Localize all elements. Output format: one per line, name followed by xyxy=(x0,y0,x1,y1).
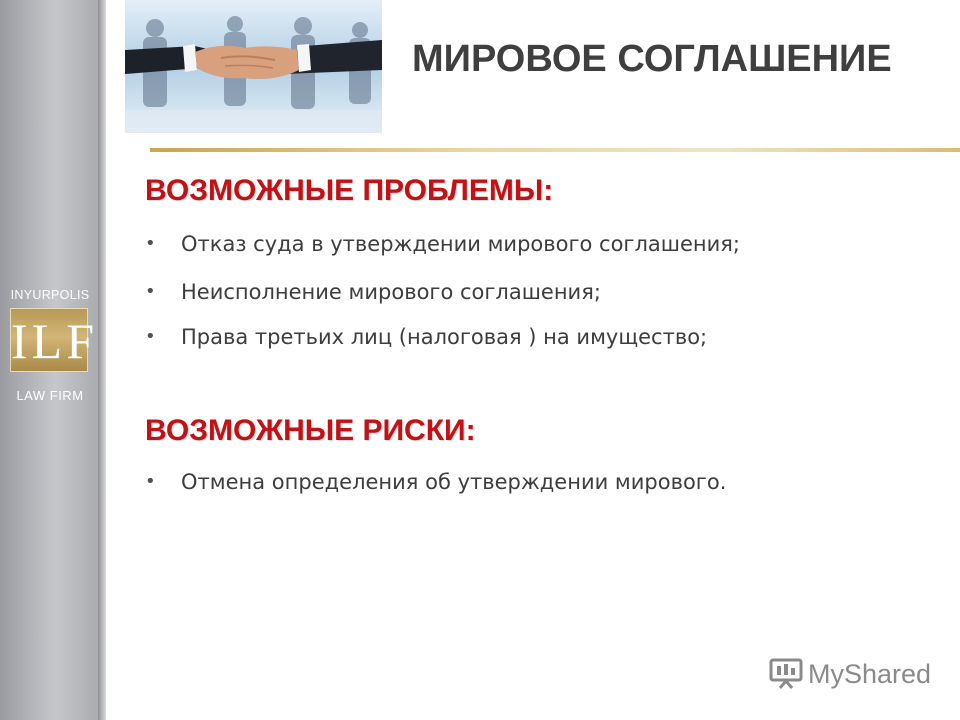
presentation-icon xyxy=(768,657,804,691)
logo-mark: ILF xyxy=(11,313,98,369)
list-item-text: Отказ суда в утверждении мирового соглашения; xyxy=(181,232,740,256)
bullet-icon: • xyxy=(145,233,156,254)
handshake-photo xyxy=(125,0,382,133)
bullet-icon: • xyxy=(145,326,156,347)
slide-title: МИРОВОЕ СОГЛАШЕНИЕ xyxy=(412,38,892,80)
logo-mark-box xyxy=(10,308,98,372)
list-item-text: Отмена определения об утверждении мирового. xyxy=(181,470,727,494)
list-item xyxy=(145,320,925,354)
gold-divider xyxy=(150,148,960,152)
list-item-text: Права третьих лиц (налоговая ) на имущество; xyxy=(181,325,708,349)
watermark-text: MyShared xyxy=(808,659,932,689)
sidebar-edge xyxy=(98,0,106,720)
bullet-icon: • xyxy=(145,471,156,492)
problems-heading: ВОЗМОЖНЫЕ ПРОБЛЕМЫ: xyxy=(145,174,554,207)
list-item-text: Неисполнение мирового соглашения; xyxy=(181,280,601,304)
logo-bottom-text: LAW FIRM xyxy=(16,388,84,403)
list-item xyxy=(145,275,925,309)
logo-top-text: INYURPOLIS xyxy=(10,288,90,302)
risks-heading: ВОЗМОЖНЫЕ РИСКИ: xyxy=(145,414,476,447)
bullet-icon: • xyxy=(145,281,156,302)
law-firm-logo xyxy=(10,288,98,410)
list-item xyxy=(145,465,925,499)
list-item xyxy=(145,227,925,261)
handshake-illustration xyxy=(125,0,382,133)
myshared-watermark xyxy=(768,655,938,695)
